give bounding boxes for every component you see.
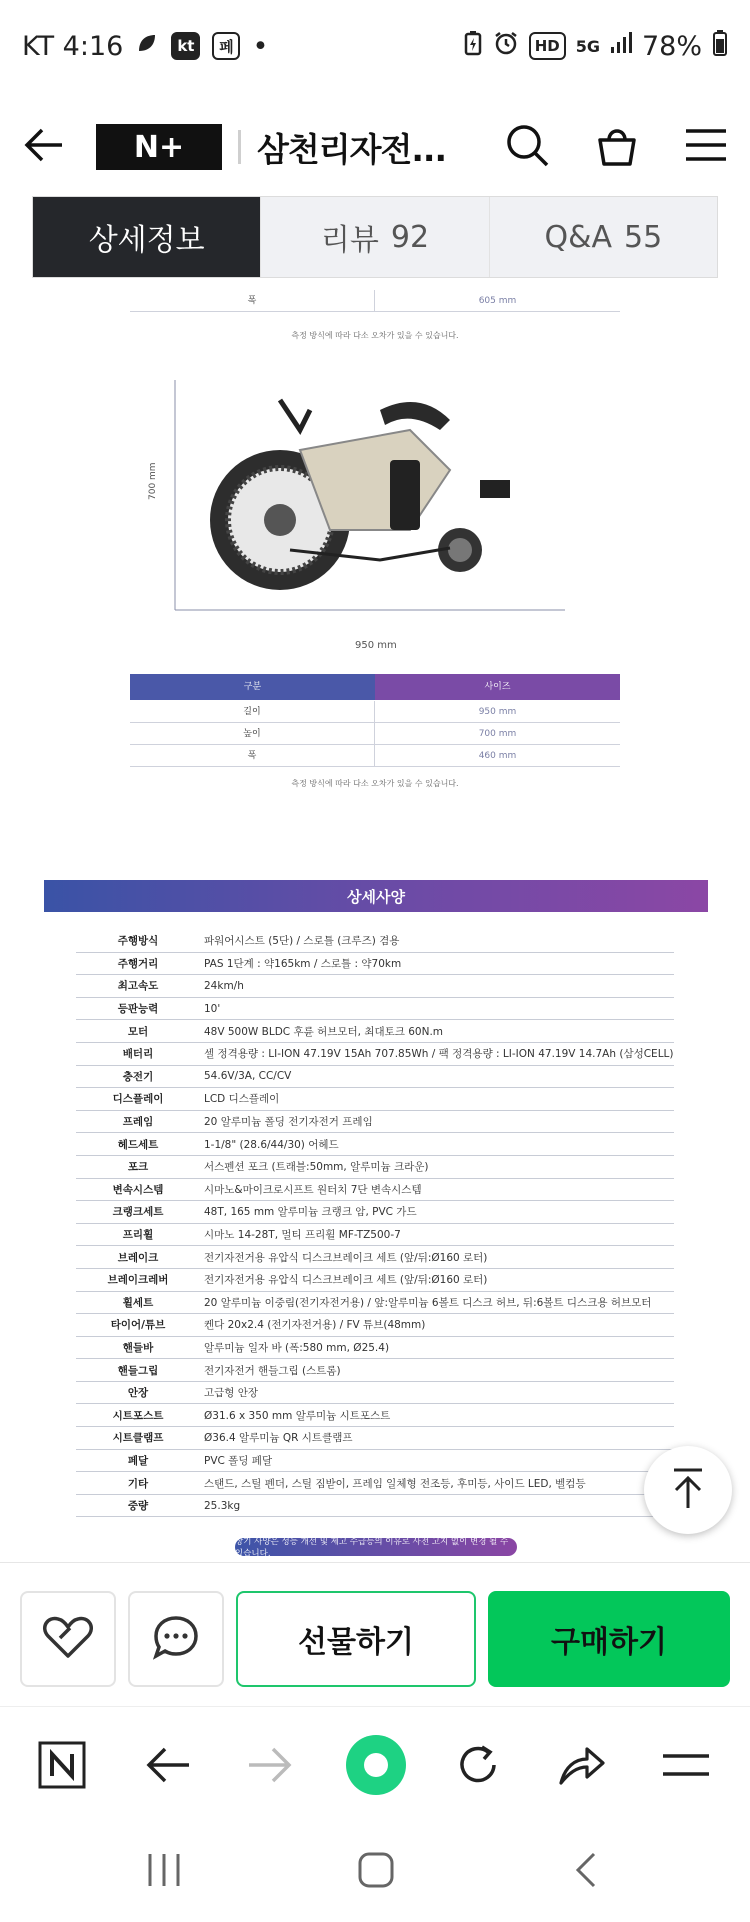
menu-lines-icon: [661, 1750, 711, 1784]
tab-label: Q&A: [544, 219, 612, 255]
spec-key: 충전기: [122, 1070, 154, 1083]
spec-value: 48V 500W BLDC 후륜 허브모터, 최대토크 60N.m: [204, 1025, 444, 1038]
browser-menu-button[interactable]: [656, 1737, 716, 1797]
spec-key: 시트포스트: [112, 1409, 164, 1422]
spec-value: 켄다 20x2.4 (전기자전거용) / FV 튜브(48mm): [204, 1319, 426, 1332]
spec-row: [76, 1020, 674, 1043]
spec-row: [76, 1427, 674, 1450]
menu-icon[interactable]: [684, 125, 728, 169]
spec-value: 48T, 165 mm 알루미늄 크랭크 암, PVC 가드: [204, 1206, 417, 1219]
tab-count: 92: [390, 219, 430, 255]
spec-key: 크랭크세트: [112, 1206, 164, 1219]
spec-row: [76, 953, 674, 976]
size-table-row: [130, 701, 620, 723]
carrier-time: KT 4:16: [22, 30, 124, 62]
naver-plus-logo[interactable]: [96, 124, 222, 170]
system-navigation-bar: [0, 1826, 750, 1922]
size-value: 460 mm: [478, 751, 517, 761]
chat-button[interactable]: [128, 1591, 224, 1687]
green-dot-icon: [344, 1733, 408, 1801]
status-bar: [0, 0, 750, 92]
spec-row: [76, 1043, 674, 1066]
leaf-icon: [135, 31, 159, 62]
spec-key: 포크: [127, 1161, 149, 1174]
spec-value: 25.3kg: [204, 1499, 241, 1512]
spec-key: 배터리: [122, 1048, 154, 1061]
notification-dot: •: [252, 30, 269, 62]
back-button[interactable]: [138, 1737, 198, 1797]
size-label: 폭: [130, 745, 375, 766]
spec-key: 시트클램프: [112, 1432, 164, 1445]
spec-value: 시마노 14-28T, 멀티 프리휠 MF-TZ500-7: [204, 1229, 401, 1242]
logo-text: N+: [133, 129, 185, 165]
refresh-button[interactable]: [448, 1737, 508, 1797]
tab-label: 리뷰: [320, 223, 379, 258]
spec-row: [76, 1269, 674, 1292]
spec-row: [76, 1246, 674, 1269]
size-table-header: [130, 674, 620, 700]
spec-row: [76, 1133, 674, 1156]
spec-key: 브레이크레버: [107, 1274, 169, 1287]
spec-row: [76, 1066, 674, 1089]
spec-table: [76, 930, 674, 1517]
back-arrow-icon[interactable]: [22, 123, 66, 171]
spec-row: [76, 1382, 674, 1405]
battery-level: 78%: [641, 30, 702, 62]
spec-value: 셀 정격용량 : LI-ION 47.19V 15Ah 707.85Wh / 팩 정격용량 : LI-ION 47.19V 14.7Ah (삼성CELL): [204, 1048, 674, 1061]
header-divider: [238, 130, 241, 164]
spec-key: 핸들그립: [117, 1364, 159, 1377]
signal-icon: [610, 31, 632, 62]
browser-toolbar: [0, 1706, 750, 1826]
arrow-left-icon: [145, 1745, 191, 1789]
tab-reviews[interactable]: [260, 197, 488, 277]
spec-key: 휠세트: [122, 1296, 154, 1309]
spec-row: [76, 1314, 674, 1337]
refresh-icon: [454, 1741, 502, 1793]
spec-value: 파워어시스트 (5단) / 스로틀 (크루즈) 겸용: [204, 935, 400, 948]
arrow-up-icon: [668, 1466, 708, 1514]
app-header: [0, 92, 750, 202]
spec-row: [76, 1201, 674, 1224]
chat-bubble-icon: [152, 1614, 200, 1664]
page-title: 삼천리자전...: [257, 129, 446, 169]
spec-row: [76, 1111, 674, 1134]
tab-qna[interactable]: [489, 197, 717, 277]
measurement-note: 측정 방식에 따라 다소 오차가 있을 수 있습니다.: [291, 779, 459, 788]
spec-key: 주행방식: [117, 935, 159, 948]
spec-row: [76, 1450, 674, 1473]
spec-key: 프리휠: [122, 1229, 154, 1242]
spec-value: 24km/h: [204, 979, 244, 992]
heart-icon: [42, 1614, 94, 1664]
spec-key: 등판능력: [117, 1003, 159, 1016]
spec-key: 프레임: [122, 1116, 154, 1129]
height-dimension-label: 700 mm: [148, 462, 158, 500]
spec-key: 디스플레이: [112, 1093, 164, 1106]
spec-key: 모터: [127, 1025, 149, 1038]
spec-value: 10': [204, 1002, 221, 1015]
share-arrow-icon: [557, 1743, 607, 1791]
size-label: 길이: [130, 701, 375, 722]
width-dimension-label: 950 mm: [355, 640, 397, 651]
recent-apps-icon[interactable]: [146, 1850, 182, 1894]
naver-home-button[interactable]: [32, 1737, 92, 1797]
buy-button[interactable]: 구매하기: [488, 1591, 730, 1687]
wishlist-button[interactable]: [20, 1591, 116, 1687]
spec-row: [76, 975, 674, 998]
size-value: 700 mm: [478, 729, 517, 739]
spec-row: [76, 1156, 674, 1179]
battery-icon: [712, 29, 728, 64]
size-table-row: [130, 723, 620, 745]
product-detail-content: [0, 290, 750, 1560]
spec-value: 전기자전거용 유압식 디스크브레이크 세트 (앞/뒤:Ø160 로터): [204, 1251, 488, 1264]
spec-row: [76, 1337, 674, 1360]
spec-row: [76, 1292, 674, 1315]
spec-row: [76, 1495, 674, 1518]
detail-tabs: [32, 196, 718, 278]
spec-value: 알루미늄 일자 바 (폭:580 mm, Ø25.4): [204, 1341, 390, 1354]
spec-value: 54.6V/3A, CC/CV: [204, 1070, 292, 1083]
arrow-right-icon: [247, 1745, 293, 1789]
spec-key: 핸들바: [122, 1341, 154, 1354]
app-notification-icon: 페: [212, 32, 240, 60]
size-header-col2: 사이즈: [375, 674, 620, 700]
tab-label: 상세정보: [88, 223, 205, 258]
search-icon[interactable]: [504, 122, 550, 172]
spec-row: [76, 1179, 674, 1202]
forward-button[interactable]: [240, 1737, 300, 1797]
battery-saver-icon: [463, 30, 483, 63]
spec-key: 안장: [127, 1387, 149, 1400]
spec-value: 전기자전거 핸들그립 (스트롬): [204, 1364, 341, 1377]
spec-key: 헤드세트: [117, 1138, 159, 1151]
spec-key: 브레이크: [117, 1251, 159, 1264]
naver-n-icon: [37, 1740, 87, 1794]
scroll-to-top-button[interactable]: [644, 1446, 732, 1534]
gift-button[interactable]: 선물하기: [236, 1591, 476, 1687]
size-label: 높이: [130, 723, 375, 744]
tab-detail-info[interactable]: [33, 197, 260, 277]
spec-value: 시마노&마이크로시프트 원터치 7단 변속시스템: [204, 1183, 422, 1196]
folded-bike-image: [150, 380, 570, 640]
spec-value: LCD 디스플레이: [204, 1093, 280, 1106]
size-label: 폭: [130, 290, 375, 311]
spec-value: 20 알루미늄 폴딩 전기자전거 프레임: [204, 1116, 373, 1129]
spec-key: 중량: [127, 1500, 149, 1513]
kt-app-icon: kt: [171, 32, 200, 60]
spec-value: 1-1/8" (28.6/44/30) 어헤드: [204, 1138, 339, 1151]
spec-disclaimer: 상기 사양은 성능 개선 및 제고 수급등의 이유로 사전 고지 없이 변경 될 수 있습니다.: [235, 1538, 517, 1556]
size-table-row: [130, 290, 620, 312]
share-button[interactable]: [552, 1737, 612, 1797]
spec-row: [76, 1224, 674, 1247]
spec-value: PAS 1단계 : 약165km / 스로틀 : 약70km: [204, 957, 402, 970]
spec-key: 기타: [127, 1477, 149, 1490]
spec-key: 주행거리: [117, 957, 159, 970]
spec-value: 서스펜션 포크 (트래블:50mm, 알루미늄 크라운): [204, 1161, 429, 1174]
spec-value: 전기자전거용 유압식 디스크브레이크 세트 (앞/뒤:Ø160 로터): [204, 1274, 488, 1287]
spec-value: 20 알루미늄 이중림(전기자전거용) / 앞:알루미늄 6볼트 디스크 허브, 뒤:6볼트 디스크용 허브모터: [204, 1296, 652, 1309]
spec-value: 스탠드, 스틸 펜더, 스틸 짐받이, 프레임 일체형 전조등, 후미등, 사이드 LED, 벨컴등: [204, 1477, 586, 1490]
size-value: 605 mm: [478, 296, 517, 306]
spec-row: [76, 1088, 674, 1111]
spec-row: [76, 1359, 674, 1382]
size-value: 950 mm: [478, 707, 517, 717]
spec-key: 페달: [127, 1454, 149, 1467]
green-dot-button[interactable]: [346, 1737, 406, 1797]
alarm-icon: [493, 30, 519, 63]
spec-row: [76, 998, 674, 1021]
size-header-col1: 구분: [130, 674, 375, 700]
spec-value: 고급형 안장: [204, 1387, 259, 1400]
spec-row: [76, 1404, 674, 1427]
shopping-bag-icon[interactable]: [594, 122, 640, 172]
system-back-icon[interactable]: [572, 1850, 602, 1894]
spec-row: [76, 930, 674, 953]
hd-icon: HD: [529, 32, 566, 60]
spec-key: 변속시스템: [112, 1183, 164, 1196]
measurement-note: 측정 방식에 따라 다소 오차가 있을 수 있습니다.: [291, 331, 459, 340]
spec-value: Ø31.6 x 350 mm 알루미늄 시트포스트: [204, 1409, 391, 1422]
spec-key: 타이어/튜브: [110, 1319, 166, 1332]
spec-title-banner: 상세사양: [44, 880, 708, 912]
spec-value: Ø36.4 알루미늄 QR 시트클램프: [204, 1432, 353, 1445]
size-table-row: [130, 745, 620, 767]
home-icon[interactable]: [356, 1850, 396, 1894]
purchase-action-bar: [0, 1562, 750, 1702]
tab-count: 55: [623, 219, 663, 255]
network-type: 5G: [575, 36, 600, 56]
spec-value: PVC 폴딩 페달: [204, 1454, 273, 1467]
spec-row: [76, 1472, 674, 1495]
spec-key: 최고속도: [117, 980, 159, 993]
